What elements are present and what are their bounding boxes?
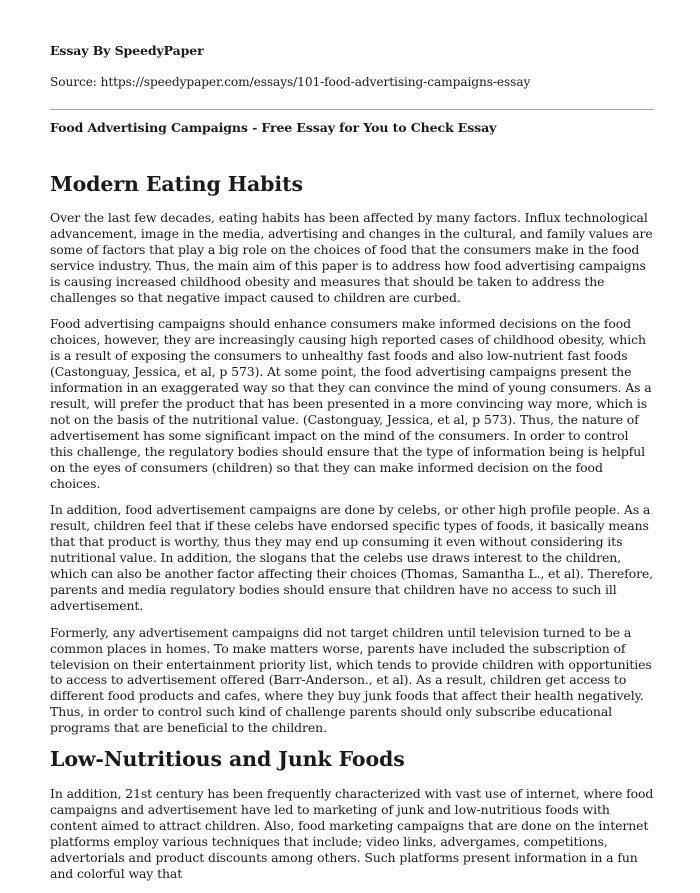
header-divider <box>50 109 654 110</box>
paragraph: Over the last few decades, eating habits has been affected by many factors. Influx technological advancement, image in the media, advertising and changes in the cultural, and family values are some of factors that play a big role on the choices of food that the consumers make in the food service industry. Thus, the main aim of this paper is to address how food advertising campaigns is causing increased childhood obesity and measures that should be taken to address the challenges so that negative impact caused to children are curbed. <box>50 210 653 305</box>
paragraph: Food advertising campaigns should enhance consumers make informed decisions on the food choices, however, they are increasingly causing high reported cases of childhood obesity, which is a result of exposing the consumers to unhealthy fast foods and also low-nutrient fast foods (Castonguay, Jessica, et al, p 573). At some point, the food advertising campaigns present the information in an exaggerated way so that they can convince the mind of young consumers. As a result, will prefer the product that has been presented in a more convincing way more, which is not on the basis of the nutritional value. (Castonguay, Jessica, et al, p 573). Thus, the nature of advertisement has some significant impact on the mind of the consumers. In order to control this challenge, the regulatory bodies should ensure that the type of information being is helpful on the eyes of consumers (children) so that they can make informed decision on the food choices. <box>50 316 652 491</box>
essay-body <box>50 172 654 893</box>
paragraph: In addition, food advertisement campaigns are done by celebs, or other high profile people. As a result, children feel that if these celebs have endorsed specific types of foods, it basically means that that product is worthy, thus they may end up consuming it even without considering its nutritional value. In addition, the slogans that the celebs use draws interest to the children, which can also be another factor affecting their choices (Thomas, Samantha L., et al). Therefore, parents and media regulatory bodies should ensure that children have no access to such ill advertisement. <box>50 502 654 613</box>
paragraph: In addition, 21st century has been frequently characterized with vast use of internet, where food campaigns and advertisement have led to marketing of junk and low-nutritious foods with content aimed to attract children. Also, food marketing campaigns that are done on the internet platforms employ various techniques that include; video links, advergames, competitions, advertorials and product discounts among others. Such platforms present information in a fun and colorful way that <box>50 786 654 881</box>
document-title: Food Advertising Campaigns - Free Essay for You to Check Essay <box>50 120 497 135</box>
paragraph: Formerly, any advertisement campaigns did not target children until television turned to be a common places in homes. To make matters worse, parents have included the subscription of television on their entertainment priority list, which tends to provide children with opportunities to access to advertisement offered (Barr-Anderson., et al). As a result, children get access to different food products and cafes, where they buy junk foods that affect their health negatively. Thus, in order to control such kind of challenge parents should only subscribe educational programs that are beneficial to the children. <box>50 624 652 736</box>
brand-label: Essay By SpeedyPaper <box>50 43 204 58</box>
source-line: Source: https://speedypaper.com/essays/101-food-advertising-campaigns-essay <box>50 75 531 89</box>
section-heading-low-nutritious-junk-foods: Low-Nutritious and Junk Foods <box>50 747 405 772</box>
section-heading-modern-eating-habits: Modern Eating Habits <box>50 172 303 196</box>
